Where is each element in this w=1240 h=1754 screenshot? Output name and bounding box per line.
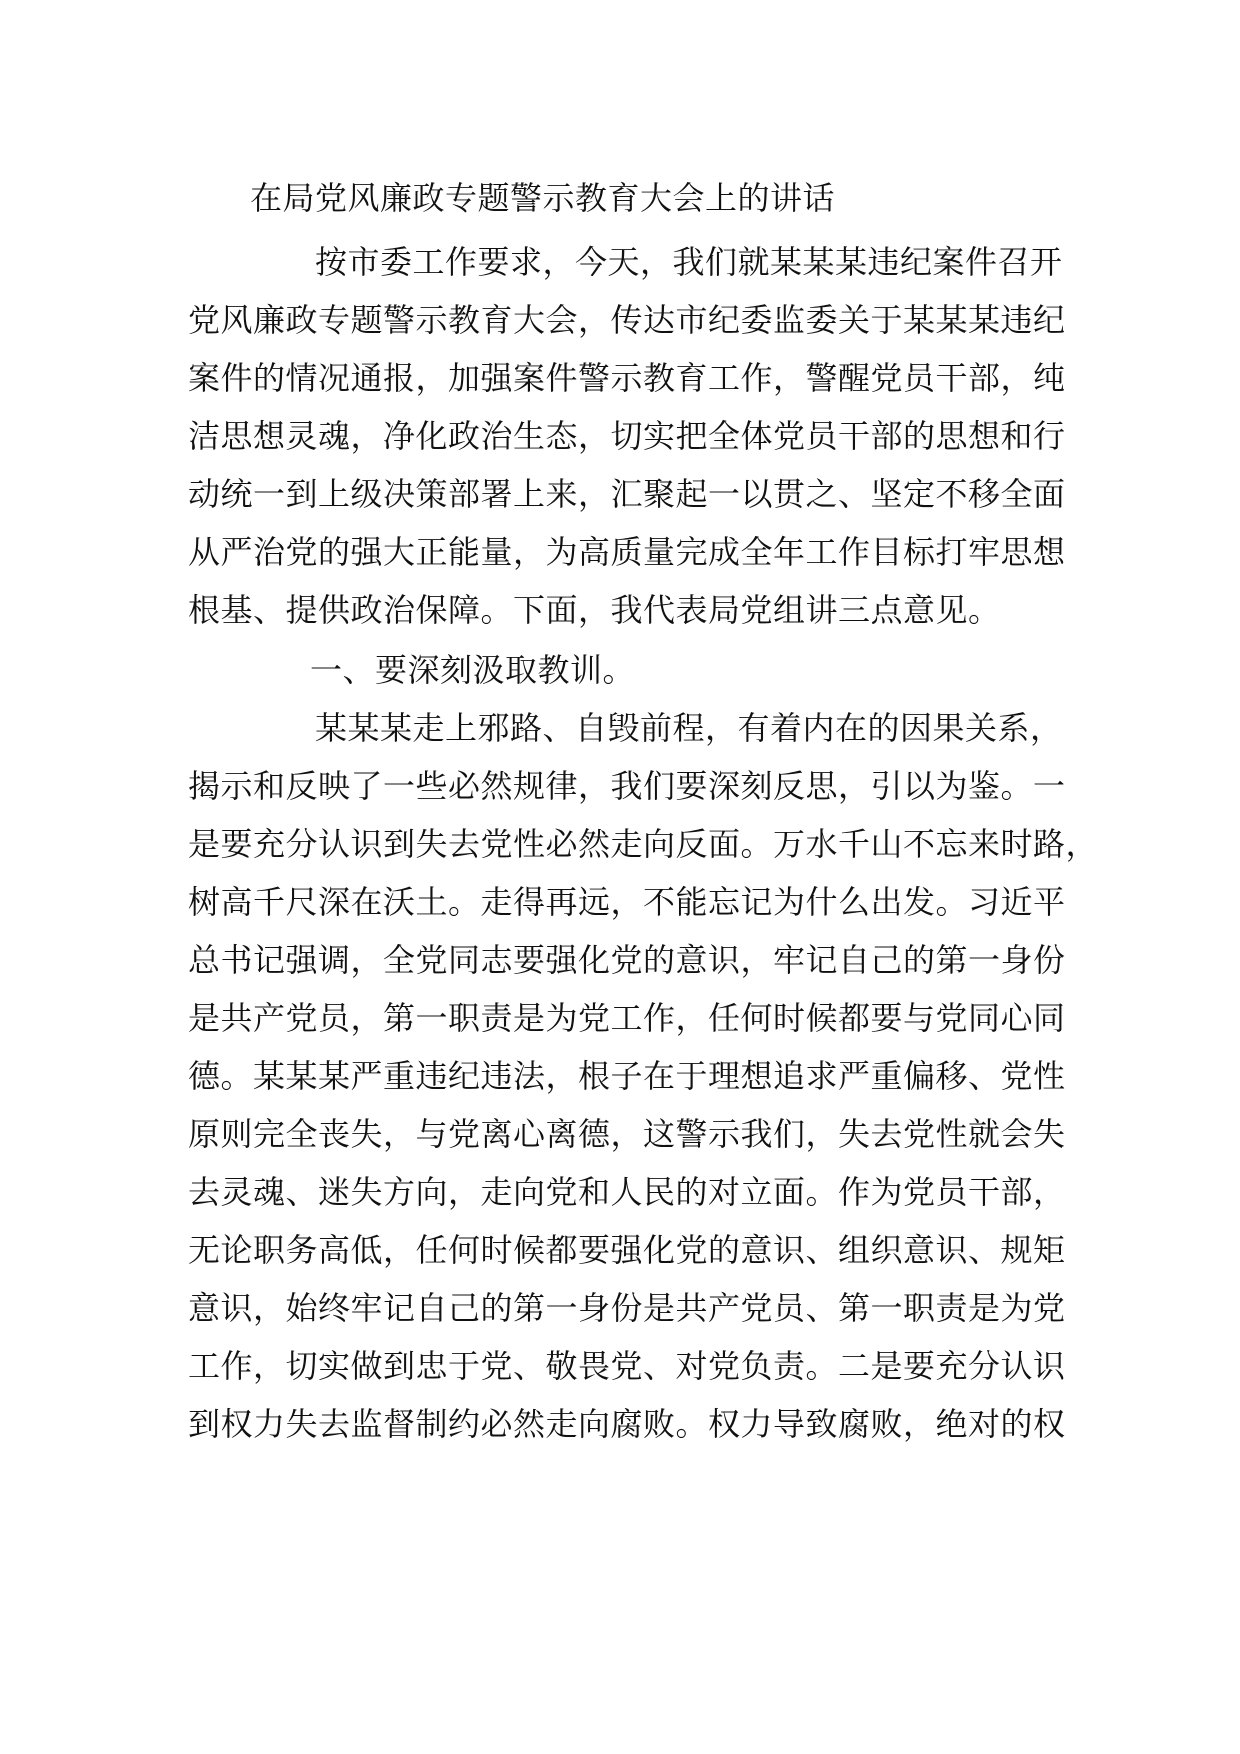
paragraph-line: 洁思想灵魂，净化政治生态，切实把全体党员干部的思想和行 xyxy=(188,417,1066,455)
paragraph-line: 总书记强调，全党同志要强化党的意识，牢记自己的第一身份 xyxy=(188,941,1066,979)
paragraph-line: 去灵魂、迷失方向，走向党和人民的对立面。作为党员干部， xyxy=(188,1173,1066,1211)
paragraph-line: 树高千尺深在沃土。走得再远，不能忘记为什么出发。习近平 xyxy=(188,883,1066,921)
document-title: 在局党风廉政专题警示教育大会上的讲话 xyxy=(250,179,836,217)
paragraph-line: 从严治党的强大正能量，为高质量完成全年工作目标打牢思想 xyxy=(188,533,1066,571)
paragraph-line: 意识，始终牢记自己的第一身份是共产党员、第一职责是为党 xyxy=(188,1289,1066,1327)
paragraph-line: 党风廉政专题警示教育大会，传达市纪委监委关于某某某违纪 xyxy=(188,301,1066,339)
paragraph-line: 是要充分认识到失去党性必然走向反面。万水千山不忘来时路， xyxy=(188,825,1099,863)
paragraph-line: 到权力失去监督制约必然走向腐败。权力导致腐败，绝对的权 xyxy=(188,1405,1066,1443)
paragraph-line: 根基、提供政治保障。下面，我代表局党组讲三点意见。 xyxy=(188,591,1001,629)
paragraph-line: 揭示和反映了一些必然规律，我们要深刻反思，引以为鉴。一 xyxy=(188,767,1066,805)
paragraph-line: 动统一到上级决策部署上来，汇聚起一以贯之、坚定不移全面 xyxy=(188,475,1066,513)
paragraph-line: 案件的情况通报，加强案件警示教育工作，警醒党员干部，纯 xyxy=(188,359,1066,397)
paragraph-line: 德。某某某严重违纪违法，根子在于理想追求严重偏移、党性 xyxy=(188,1057,1066,1095)
paragraph-line: 无论职务高低，任何时候都要强化党的意识、组织意识、规矩 xyxy=(188,1231,1066,1269)
paragraph-line: 某某某走上邪路、自毁前程，有着内在的因果关系， xyxy=(315,709,1063,747)
paragraph-line: 是共产党员，第一职责是为党工作，任何时候都要与党同心同 xyxy=(188,999,1066,1037)
paragraph-line: 原则完全丧失，与党离心离德，这警示我们，失去党性就会失 xyxy=(188,1115,1066,1153)
paragraph-line: 工作，切实做到忠于党、敬畏党、对党负责。二是要充分认识 xyxy=(188,1347,1066,1385)
paragraph-line: 按市委工作要求，今天，我们就某某某违纪案件召开 xyxy=(315,243,1063,281)
section-heading: 一、要深刻汲取教训。 xyxy=(310,651,636,689)
